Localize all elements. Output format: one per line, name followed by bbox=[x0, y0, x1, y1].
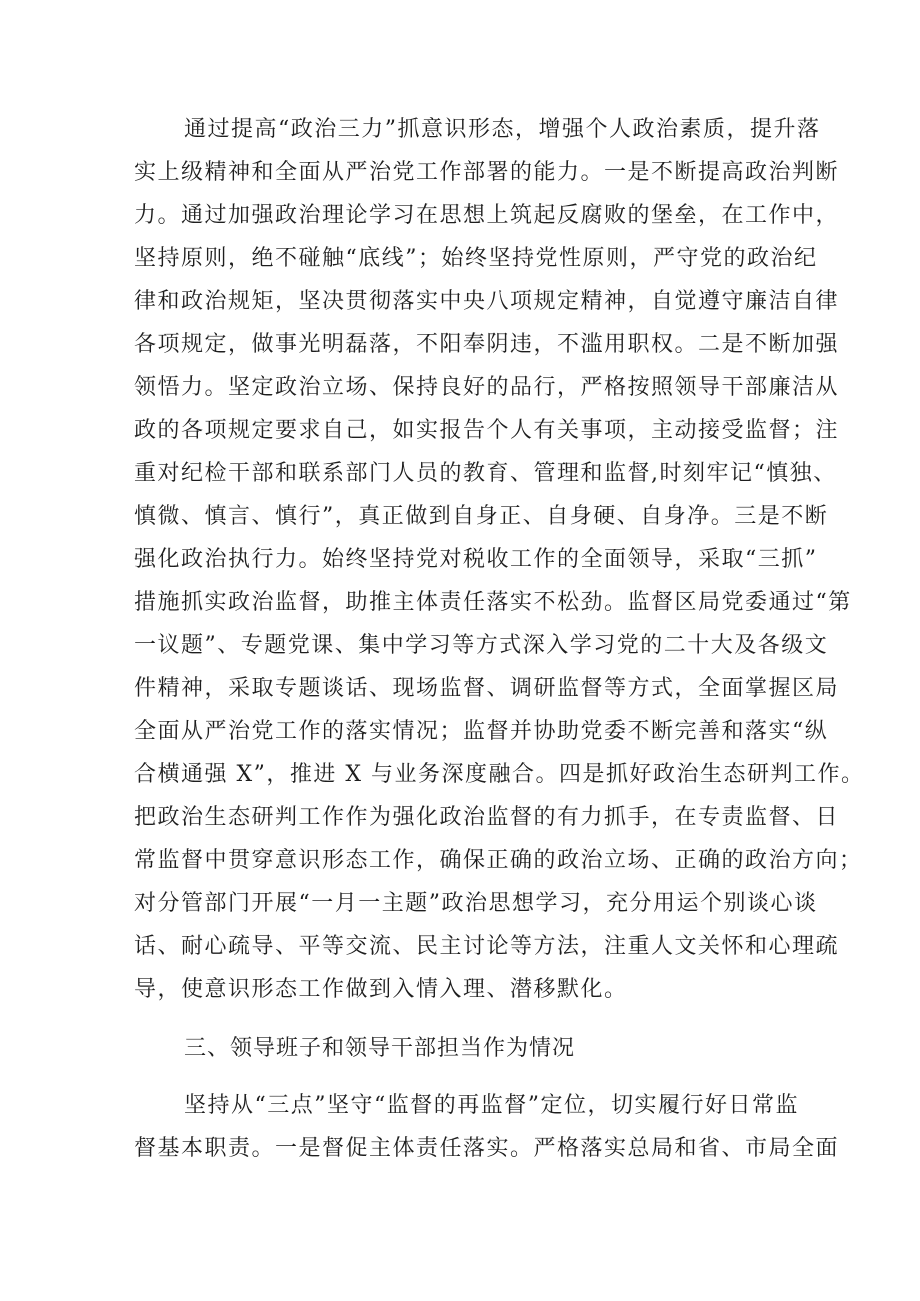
paragraph-1-line-9: 重对纪检干部和联系部门人员的教育、管理和监督,时刻牢记“慎独、 bbox=[134, 461, 837, 486]
paragraph-2-line-2: 督基本职责。一是督促主体责任落实。严格落实总局和省、市局全面 bbox=[134, 1136, 840, 1161]
paragraph-1-line-21: 导，使意识形态工作做到入情入理、潜移默化。 bbox=[134, 977, 628, 1002]
paragraph-1-line-4: 坚持原则，绝不碰触“底线”；始终坚持党性原则，严守党的政治纪 bbox=[134, 246, 818, 271]
paragraph-1-line-6: 各项规定，做事光明磊落，不阳奉阴违，不滥用职权。二是不断加强 bbox=[134, 332, 840, 357]
paragraph-1-line-17: 把政治生态研判工作作为强化政治监督的有力抓手，在专责监督、日 bbox=[134, 805, 840, 830]
paragraph-2-line-1: 坚持从“三点”坚守“监督的再监督”定位，切实履行好日常监 bbox=[184, 1093, 799, 1118]
paragraph-1-line-19: 对分管部门开展“一月一主题”政治思想学习，充分用运个别谈心谈 bbox=[134, 891, 818, 916]
paragraph-1-line-15: 全面从严治党工作的落实情况；监督并协助党委不断完善和落实“纵 bbox=[134, 719, 829, 744]
paragraph-1-line-8: 政的各项规定要求自己，如实报告个人有关事项，主动接受监督；注 bbox=[134, 418, 840, 443]
paragraph-1-line-14: 件精神，采取专题谈话、现场监督、调研监督等方式，全面掌握区局 bbox=[134, 676, 840, 701]
paragraph-1-line-16: 合横通强 X”，推进 X 与业务深度融合。四是抓好政治生态研判工作。 bbox=[134, 762, 865, 787]
paragraph-1-line-2: 实上级精神和全面从严治党工作部署的能力。一是不断提高政治判断 bbox=[134, 160, 840, 185]
paragraph-1-line-20: 话、耐心疏导、平等交流、民主讨论等方法，注重人文关怀和心理疏 bbox=[134, 934, 840, 959]
section-heading-3: 三、领导班子和领导干部担当作为情况 bbox=[184, 1036, 576, 1061]
paragraph-1-line-3: 力。通过加强政治理论学习在思想上筑起反腐败的堡垒，在工作中， bbox=[134, 203, 840, 228]
paragraph-1-line-5: 律和政治规矩，坚决贯彻落实中央八项规定精神，自觉遵守廉洁自律 bbox=[134, 289, 840, 314]
paragraph-1-line-11: 强化政治执行力。始终坚持党对税收工作的全面领导，采取“三抓” bbox=[134, 547, 818, 572]
paragraph-1-line-18: 常监督中贯穿意识形态工作，确保正确的政治立场、正确的政治方向； bbox=[134, 848, 863, 873]
paragraph-1-line-1: 通过提高“政治三力”抓意识形态，增强个人政治素质，提升落 bbox=[184, 117, 821, 142]
paragraph-1-line-12: 措施抓实政治监督，助推主体责任落实不松劲。监督区局党委通过“第 bbox=[134, 590, 852, 615]
paragraph-1-line-13: 一议题”、专题党课、集中学习等方式深入学习党的二十大及各级文 bbox=[134, 633, 829, 658]
paragraph-1-line-10: 慎微、慎言、慎行”，真正做到自身正、自身硬、自身净。三是不断 bbox=[134, 504, 829, 529]
paragraph-1-line-7: 领悟力。坚定政治立场、保持良好的品行，严格按照领导干部廉洁从 bbox=[134, 375, 840, 400]
